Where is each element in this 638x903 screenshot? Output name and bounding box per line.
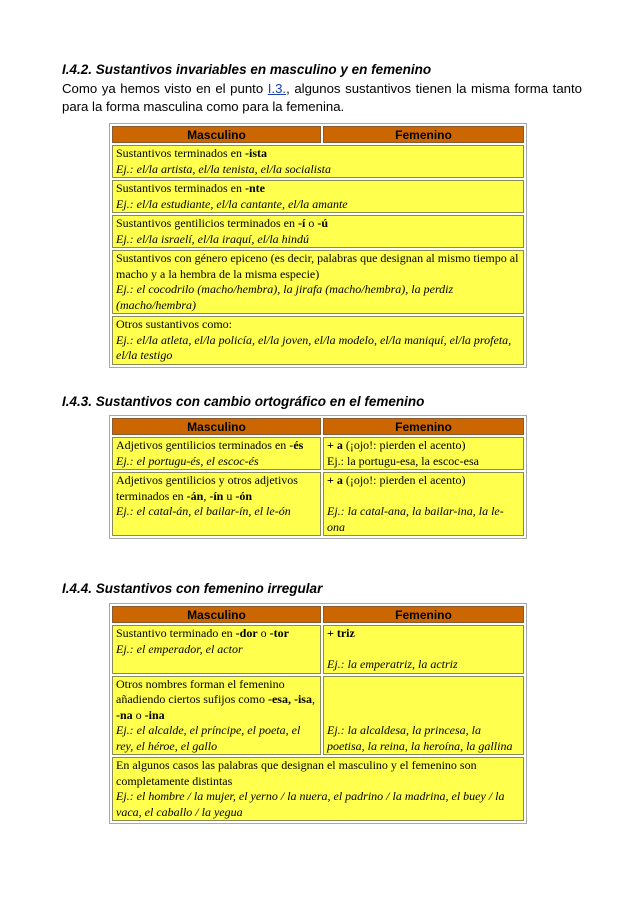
- suffix-text: -ina: [144, 707, 165, 722]
- section-heading-4-4: I.4.4. Sustantivos con femenino irregular: [62, 581, 323, 596]
- col-header-femenino: Femenino: [323, 418, 524, 435]
- connector-text: o: [257, 626, 270, 640]
- example-text: Ej.: el/la estudiante, el/la cantante, el/la amante: [116, 196, 348, 211]
- table-invariables: [109, 123, 527, 368]
- suffix-text: -na: [116, 707, 133, 722]
- rule-text: Sustantivos gentilicios terminados en: [116, 216, 298, 230]
- example-text: Ej.: el hombre / la mujer, el yerno / la nuera, el padrino / la madrina, el buey / la vaca, el caballo / la yegua: [116, 789, 505, 819]
- example-text: Ej.: la emperatriz, la actriz: [327, 657, 458, 671]
- example-text: Ej.: el emperador, el actor: [116, 641, 243, 656]
- connector-text: o: [305, 216, 318, 230]
- suffix-text: -í: [297, 216, 306, 230]
- table-row: [112, 145, 524, 178]
- plus-text: +: [327, 438, 337, 452]
- suffix-text: isa: [297, 692, 312, 706]
- connector-text: o: [132, 707, 145, 722]
- connector-text: u: [223, 488, 236, 503]
- rule-text: Otros sustantivos como:: [116, 317, 232, 331]
- table-cell-femenino: [323, 437, 524, 470]
- example-text: Ej.: el cocodrilo (macho/hembra), la jirafa (macho/hembra), la perdiz (macho/hembra): [116, 282, 454, 312]
- rule-text: Adjetivos gentilicios terminados en -: [116, 438, 294, 452]
- note-text: (¡ojo!: pierden el acento): [342, 438, 466, 452]
- table-row: [112, 215, 524, 248]
- example-text: Ej.: el/la atleta, el/la policía, el/la joven, el/la modelo, el/la maniquí, el/la profeta, el/la testigo: [116, 332, 512, 362]
- intro-text-b: , algunos sustantivos tienen la misma forma tanto para la forma masculina como para la femenina.: [62, 81, 582, 114]
- table-cell-femenino: [323, 676, 524, 756]
- table-cell-femenino: [323, 625, 524, 674]
- col-header-masculino: Masculino: [112, 606, 321, 623]
- suffix-text: -ista: [245, 146, 267, 160]
- suffix-text: -ú: [317, 216, 328, 230]
- example-text: Ej.: la alcaldesa, la princesa, la poetisa, la reina, la heroína, la gallina: [327, 723, 513, 753]
- col-header-femenino: Femenino: [323, 606, 524, 623]
- suffix-text: triz: [336, 626, 355, 640]
- suffix-text: -esa: [267, 692, 288, 706]
- table-row: [112, 180, 524, 213]
- example-text: Ej.: el/la artista, el/la tenista, el/la socialista: [116, 161, 331, 176]
- suffix-text: és: [293, 438, 304, 452]
- example-text: Ej.: la portugu-esa, la escoc-esa: [327, 453, 479, 468]
- table-femenino-irregular: [109, 603, 527, 824]
- rule-text: Adjetivos gentilicios y otros adjetivos terminados en: [116, 473, 298, 503]
- section-heading-4-2: I.4.2. Sustantivos invariables en masculino y en femenino: [62, 62, 432, 77]
- suffix-text: -tor: [269, 626, 289, 640]
- table-row: [112, 250, 524, 314]
- example-text: Ej.: el portugu-és, el escoc-és: [116, 453, 259, 468]
- rule-text: Otros nombres forman el femenino añadiendo ciertos sufijos como: [116, 676, 285, 706]
- suffix-text: a: [336, 438, 343, 452]
- table-row: [112, 757, 524, 821]
- rule-text: Sustantivos terminados en: [116, 146, 245, 160]
- table-cell-masculino: [112, 676, 321, 756]
- suffix-text: -dor: [235, 626, 258, 640]
- note-text: (¡ojo!: pierden el acento): [342, 473, 466, 487]
- table-cambio-ortografico: [109, 415, 527, 539]
- section-heading-4-3: I.4.3. Sustantivos con cambio ortográfico en el femenino: [62, 394, 425, 409]
- table-cell-femenino: [323, 472, 524, 536]
- connector-text: ,: [203, 488, 210, 503]
- suffix-text: -ín: [209, 488, 224, 503]
- suffix-text: a: [336, 473, 343, 487]
- rule-text: Sustantivo terminado en: [116, 626, 236, 640]
- example-text: Ej.: el catal-án, el bailar-ín, el le-ón: [116, 504, 291, 518]
- table-row: [112, 316, 524, 365]
- section-link[interactable]: I.3.: [267, 81, 287, 96]
- rule-text: Sustantivos con género epiceno (es decir, palabras que designan al mismo tiempo al macho y a la hembra de la misma especie): [116, 251, 519, 281]
- suffix-text: -ón: [235, 488, 253, 503]
- example-text: Ej.: el alcalde, el príncipe, el poeta, el rey, el héroe, el gallo: [116, 723, 301, 753]
- intro-text-a: Como ya hemos visto en el punto: [62, 81, 268, 96]
- plus-text: +: [327, 473, 337, 487]
- suffix-text: -án: [186, 488, 204, 503]
- table-cell-masculino: [112, 472, 321, 536]
- connector-text: ,: [311, 692, 315, 706]
- example-text: Ej.: la catal-ana, la bailar-ina, la le-ona: [327, 504, 504, 534]
- plus-text: +: [327, 626, 337, 640]
- example-text: Ej.: el/la israelí, el/la iraquí, el/la hindú: [116, 231, 309, 246]
- intro-paragraph: [62, 80, 582, 116]
- col-header-masculino: Masculino: [112, 418, 321, 435]
- connector-text: , -: [287, 692, 298, 706]
- table-cell-masculino: [112, 625, 321, 674]
- col-header-masculino: Masculino: [112, 126, 321, 143]
- rule-text: Sustantivos terminados en: [116, 181, 245, 195]
- table-cell-masculino: [112, 437, 321, 470]
- rule-text: En algunos casos las palabras que designan el masculino y el femenino son completamente distintas: [116, 758, 477, 788]
- col-header-femenino: Femenino: [323, 126, 524, 143]
- suffix-text: -nte: [245, 181, 265, 195]
